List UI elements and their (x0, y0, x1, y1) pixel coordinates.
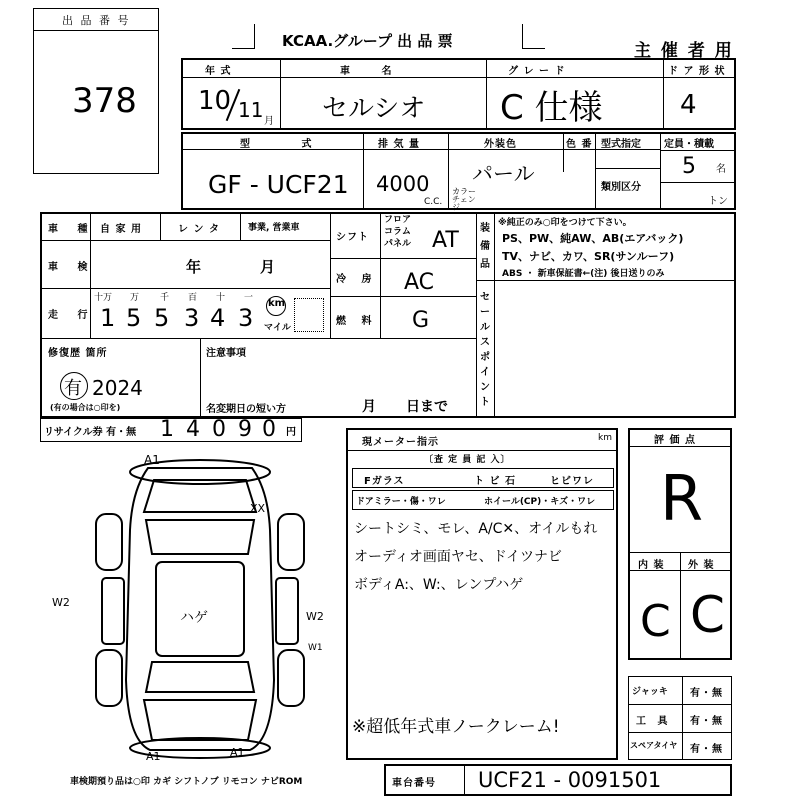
model-value: GF - UCF21 (208, 170, 349, 199)
repair-sub: (有の場合は○印を) (50, 403, 121, 412)
equipment-line2[interactable]: TV、ナビ、カワ、SR(サンルーフ) (502, 250, 675, 263)
wheel-label: ホイール(CP)・キズ・ワレ (484, 497, 596, 507)
fuel-label: 燃 料 (336, 316, 378, 327)
header-bracket-right (522, 24, 545, 49)
recycle-digits: 1 4 0 9 0 円 (160, 417, 296, 442)
model-label: 型 式 (240, 139, 336, 150)
year-label: 年 式 (205, 66, 232, 77)
year-value: 10 (198, 86, 232, 116)
equipment-line3[interactable]: ABS ・ 新車保証書←(注) 後日送りのみ (502, 269, 665, 279)
color-value: パール (472, 162, 535, 186)
capacity-unit: 名 (716, 164, 726, 175)
items-label: 車検期預り品は○印 カギ シフトノブ リモコン ナビROM (70, 777, 303, 787)
jack-label: ジャッキ (632, 687, 668, 697)
mileage-label: 走 行 (48, 310, 96, 321)
grade-value: C 仕様 (500, 88, 603, 128)
mark-w2-left: W2 (52, 596, 70, 609)
name-label: 車 名 (340, 66, 406, 77)
crack-label: ヒビワレ (550, 476, 594, 487)
repair-value: 有 (64, 378, 82, 399)
grade-label: グ レ ー ド (508, 66, 566, 77)
ton-unit: トン (708, 196, 728, 207)
mile-unit: マイル (264, 323, 291, 333)
shaken-year-unit: 年 (186, 258, 202, 276)
shift-label: シフト (336, 232, 369, 243)
mark-xx: XX (250, 502, 266, 515)
mirror-label: ドアミラー・傷・ワレ (356, 497, 446, 507)
lot-number-label: 出 品 番 号 (62, 14, 131, 27)
chassis-value: UCF21 - 0091501 (478, 768, 662, 792)
lot-number-box (33, 8, 159, 174)
shift-options: フロア コラム パネル (384, 215, 412, 249)
organizer-label: 主 催 者 用 (634, 41, 734, 61)
color-change-label: カラーチェンジ (452, 187, 476, 212)
windshield (146, 520, 254, 554)
mark-a1-front: A1 (144, 453, 160, 467)
rear-window (146, 662, 254, 692)
repair-year: 2024 (92, 376, 143, 400)
usage-business[interactable]: 事業, 営業車 (248, 223, 300, 233)
shift-value: AT (432, 228, 459, 253)
expiry-day-unit: 日まで (406, 399, 448, 415)
km-unit: km (268, 298, 286, 309)
right-side (276, 578, 298, 644)
right-front-tire (278, 514, 304, 570)
usage-private[interactable]: 自 家 用 (100, 224, 142, 235)
score-label: 評 価 点 (654, 435, 696, 446)
remark-line-3: ボディA:、W:、レンプハゲ (354, 577, 524, 593)
front-glass-label: Fガラス (364, 476, 405, 487)
usage-label: 車 種 (48, 224, 96, 235)
header-bracket-left (232, 24, 255, 49)
lot-number: 378 (72, 81, 137, 121)
right-rear-tire (278, 650, 304, 706)
mark-w2-right: W2 (306, 610, 324, 623)
displacement-label: 排 気 量 (378, 139, 420, 150)
doors-label: ド ア 形 状 (668, 66, 726, 77)
ext-color-label: 外装色 (484, 139, 517, 150)
tool-label: 工 具 (636, 716, 672, 727)
interior-value: C (640, 596, 671, 647)
equipment-note: ※純正のみ○印をつけて下さい。 (498, 218, 632, 228)
recycle-label: リサイクル券 有・無 (44, 427, 137, 438)
color-no-label: 色 番 (566, 139, 593, 150)
mileage-dotted-box (294, 298, 324, 332)
sales-point-label: セールスポイント (480, 292, 490, 408)
tool-option[interactable]: 有・無 (690, 716, 723, 727)
exterior-value: C (690, 586, 725, 644)
roof (156, 562, 244, 656)
ac-value: AC (404, 270, 435, 295)
meter-km: km (598, 433, 612, 443)
remark-line-2: オーディオ画面ヤセ、ドイツナビ (354, 549, 563, 565)
repair-label: 修復歴 箇所 (48, 348, 108, 359)
chassis-label: 車台番号 (392, 778, 436, 789)
month-unit: 月 (264, 116, 274, 127)
capacity-value: 5 (682, 154, 696, 179)
mark-w1-right: W1 (308, 643, 323, 653)
mileage-digits: 十万 万 千 百 十 一 1 5 5 3 4 3 (94, 293, 254, 332)
equipment-line1[interactable]: PS、PW、純AW、AB(エアバック) (502, 232, 684, 245)
ac-label: 冷 房 (336, 274, 378, 285)
spare-option[interactable]: 有・無 (690, 744, 723, 755)
special-note: ※超低年式車ノークレーム! (352, 717, 560, 737)
car-name: セルシオ (322, 94, 426, 124)
equipment-label: 装 備 品 (480, 223, 490, 270)
mark-hage: ハゲ (180, 610, 208, 626)
left-rear-tire (96, 650, 122, 706)
meter-label: 現メーター指示 (362, 437, 439, 448)
expiry-label: 名変期日の短い方 (206, 404, 286, 415)
class-label: 類別区分 (601, 182, 641, 193)
notes-label: 注意事項 (206, 348, 246, 359)
trunk (144, 700, 256, 740)
usage-rental[interactable]: レ ン タ (178, 224, 220, 235)
remark-line-1: シートシミ、モレ、A/C✕、オイルもれ (354, 521, 598, 537)
spare-label: スペアタイヤ (630, 741, 678, 750)
left-side (102, 578, 124, 644)
interior-label: 内 装 (638, 560, 665, 571)
capacity-label: 定員・積載 (664, 139, 714, 150)
mark-a1-rear-left: A1 (146, 750, 161, 763)
shaken-month-unit: 月 (260, 258, 276, 276)
header-title: KCAA.グループ 出 品 票 (282, 32, 453, 50)
month-value: 11 (238, 98, 264, 122)
inspection-title: 〔査 定 員 記 入〕 (424, 455, 511, 465)
fuel-value: G (412, 308, 430, 333)
type-designation-label: 型式指定 (601, 139, 641, 150)
expiry-month-unit: 月 (362, 399, 376, 415)
car-diagram (52, 450, 324, 763)
cc-unit: C.C. (424, 197, 443, 207)
mark-a1-rear-right: A1 (230, 746, 245, 759)
left-front-tire (96, 514, 122, 570)
exterior-label: 外 装 (688, 560, 715, 571)
score-value: R (660, 462, 704, 535)
displacement-value: 4000 (376, 172, 430, 196)
stone-chip-label: ト ビ 石 (474, 476, 516, 487)
jack-option[interactable]: 有・無 (690, 688, 723, 699)
doors-value: 4 (680, 90, 697, 120)
shaken-label: 車 検 (48, 262, 96, 273)
